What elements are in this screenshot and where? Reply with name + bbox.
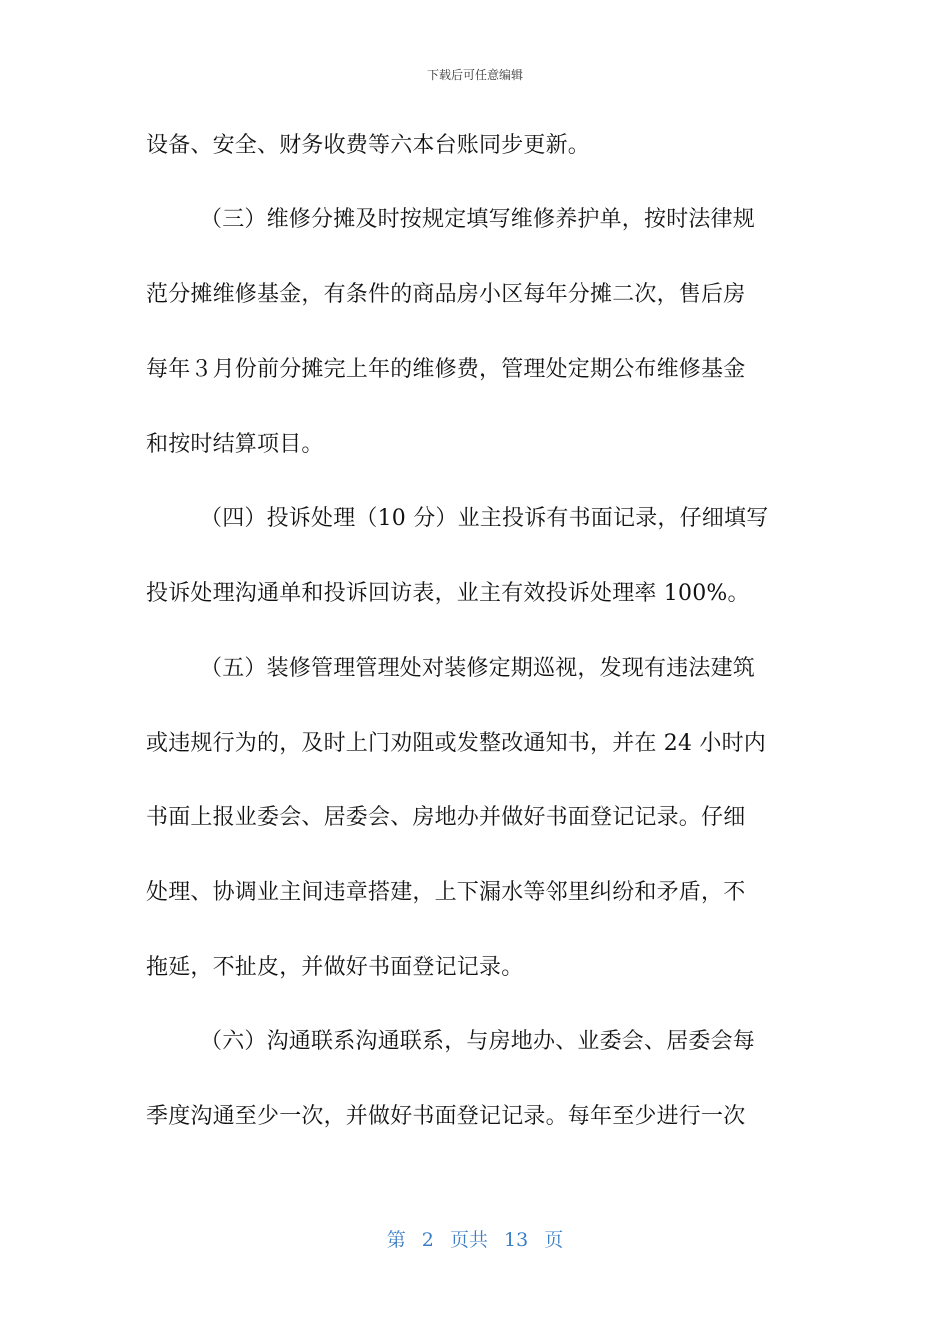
page-middle: 页共: [449, 1229, 488, 1251]
text-line: 和按时结算项目。: [146, 432, 324, 457]
text-line: 每年３月份前分摊完上年的维修费，管理处定期公布维修基金: [146, 357, 746, 382]
text-line: （六）沟通联系沟通联系，与房地办、业委会、居委会每: [200, 1029, 756, 1054]
current-page-number: 2: [421, 1229, 434, 1251]
total-pages-number: 13: [504, 1229, 529, 1251]
text-line: 处理、协调业主间违章搭建，上下漏水等邻里纠纷和矛盾，不: [146, 880, 746, 905]
text-line: （四）投诉处理（10 分）业主投诉有书面记录，仔细填写: [200, 506, 769, 531]
text-line: 设备、安全、财务收费等六本台账同步更新。: [146, 133, 591, 158]
page-suffix: 页: [544, 1229, 564, 1251]
text-line: 季度沟通至少一次，并做好书面登记记录。每年至少进行一次: [146, 1104, 746, 1129]
text-line: （三）维修分摊及时按规定填写维修养护单，按时法律规: [200, 207, 756, 232]
text-line: 投诉处理沟通单和投诉回访表，业主有效投诉处理率 100%。: [146, 581, 750, 606]
text-line: 或违规行为的，及时上门劝阻或发整改通知书，并在 24 小时内: [146, 731, 766, 756]
text-line: 范分摊维修基金，有条件的商品房小区每年分摊二次，售后房: [146, 282, 746, 307]
page-footer: [0, 1225, 950, 1252]
header-note: 下载后可任意编辑: [426, 68, 523, 82]
text-line: 书面上报业委会、居委会、房地办并做好书面登记记录。仔细: [146, 805, 746, 830]
text-line: （五）装修管理管理处对装修定期巡视，发现有违法建筑: [200, 656, 756, 681]
text-line: 拖延，不扯皮，并做好书面登记记录。: [146, 955, 524, 980]
page-prefix: 第: [386, 1229, 406, 1251]
